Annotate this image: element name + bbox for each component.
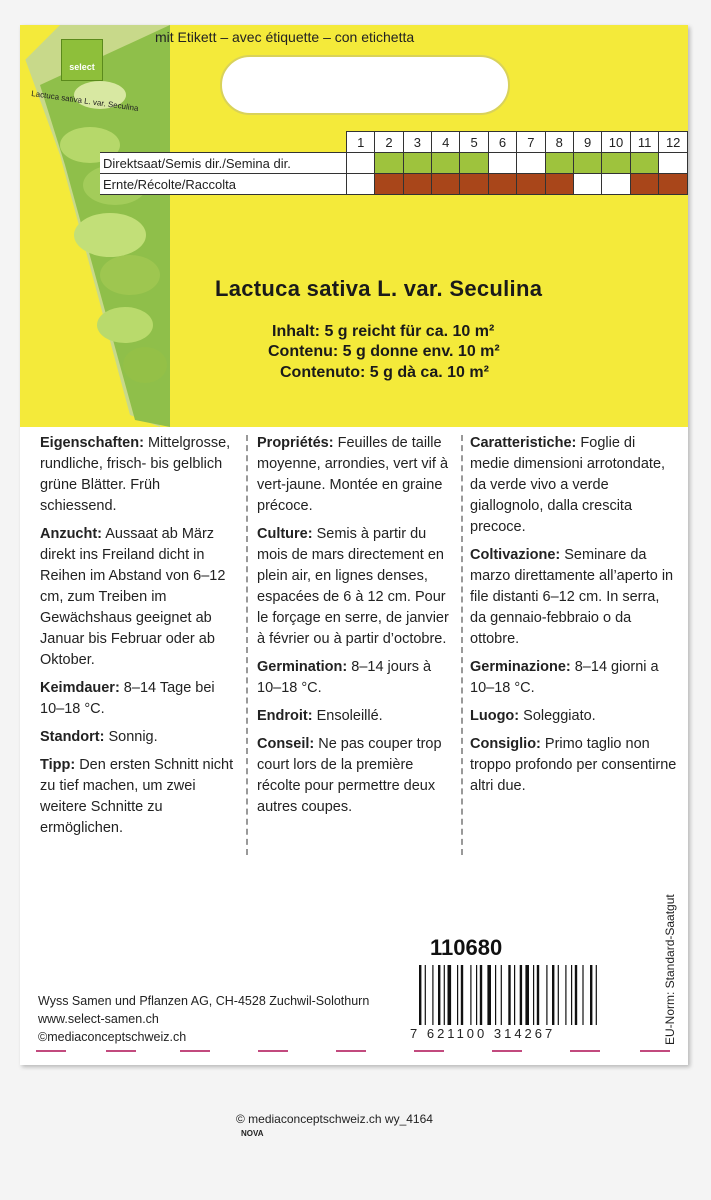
cut-mark	[106, 1050, 136, 1052]
company-info	[38, 992, 369, 1046]
nova-logo: NOVA	[241, 1129, 264, 1138]
cut-mark	[640, 1050, 670, 1052]
barcode-icon	[415, 965, 655, 1035]
paragraph-heading: Luogo:	[470, 708, 520, 724]
paragraph-it	[470, 433, 678, 538]
sow-cell-month-9	[573, 153, 601, 174]
paragraph-heading: Culture:	[257, 526, 313, 542]
column-french	[257, 433, 459, 825]
harvest-cell-month-6	[488, 174, 516, 195]
paragraph-heading: Anzucht:	[40, 526, 103, 542]
paragraph-fr	[257, 657, 459, 699]
month-12: 12	[659, 132, 688, 153]
lettuce-photo-strip	[20, 25, 180, 427]
hanging-hole	[220, 55, 510, 115]
paragraph-text: 8–14 Tage bei 10–18 °C.	[40, 680, 215, 717]
paragraph-text: Feuilles de taille moyenne, arrondies, vert vif à vert-jaune. Montée en graine précoce.	[257, 435, 449, 514]
paragraph-text: Ne pas couper trop court lors de la première récolte pour permettre deux autres coupes.	[257, 736, 442, 815]
paragraph-it	[470, 545, 678, 650]
sow-cell-month-10	[602, 153, 631, 174]
paragraph-heading: Caratteristiche:	[470, 435, 577, 451]
paragraph-fr	[257, 706, 459, 727]
paragraph-text: 8–14 jours à 10–18 °C.	[257, 659, 432, 696]
latin-name-strip: Lactuca sativa L. var. Seculina	[30, 89, 140, 113]
cut-mark	[492, 1050, 522, 1052]
paragraph-heading: Eigenschaften:	[40, 435, 144, 451]
paragraph-heading: Tipp:	[40, 757, 76, 773]
month-6: 6	[488, 132, 516, 153]
paragraph-text: Soleggiato.	[519, 708, 596, 724]
paragraph-heading: Germinazione:	[470, 659, 571, 675]
sow-cell-month-1	[347, 153, 375, 174]
copyright-line: ©mediaconceptschweiz.ch	[38, 1030, 187, 1044]
paragraph-de	[40, 433, 240, 517]
paragraph-heading: Germination:	[257, 659, 348, 675]
paragraph-heading: Standort:	[40, 729, 105, 745]
month-9: 9	[573, 132, 601, 153]
sow-cell-month-8	[545, 153, 573, 174]
paragraph-text: Mittelgrosse, rundliche, frisch- bis gelblich grüne Blätter. Früh schiessend.	[40, 435, 231, 514]
paragraph-fr	[257, 433, 459, 517]
calendar-row-sowing	[100, 153, 688, 174]
paragraph-heading: Consiglio:	[470, 736, 541, 752]
paragraph-text: Den ersten Schnitt nicht zu tief machen, um zwei weitere Schnitte zu ermöglichen.	[40, 757, 234, 836]
lettuce-photo-icon	[20, 25, 180, 427]
calendar-corner	[100, 132, 347, 153]
company-name: Wyss Samen und Pflanzen AG, CH-4528 Zuchwil-Solothurn	[38, 994, 370, 1008]
harvest-cell-month-1	[347, 174, 375, 195]
paragraph-heading: Propriétés:	[257, 435, 334, 451]
cut-mark	[180, 1050, 210, 1052]
month-5: 5	[460, 132, 488, 153]
harvest-cell-month-10	[602, 174, 631, 195]
cut-mark	[414, 1050, 444, 1052]
harvest-cell-month-12	[659, 174, 688, 195]
cut-mark	[570, 1050, 600, 1052]
sow-cell-month-5	[460, 153, 488, 174]
harvest-cell-month-4	[432, 174, 460, 195]
paragraph-it	[470, 657, 678, 699]
article-number: 110680	[430, 935, 503, 960]
paragraph-text: Ensoleillé.	[312, 708, 383, 724]
select-logo: select	[61, 39, 103, 81]
month-10: 10	[602, 132, 631, 153]
paragraph-it	[470, 706, 678, 727]
month-2: 2	[375, 132, 403, 153]
content-de: Inhalt: 5 g reicht für ca. 10 m²	[272, 323, 495, 340]
calendar-month-row	[100, 132, 688, 153]
cut-mark	[258, 1050, 288, 1052]
month-11: 11	[630, 132, 659, 153]
seed-packet-back	[20, 25, 688, 1065]
paragraph-heading: Keimdauer:	[40, 680, 120, 696]
paragraph-de	[40, 727, 240, 748]
content-fr: Contenu: 5 g donne env. 10 m²	[268, 343, 500, 360]
cut-mark	[336, 1050, 366, 1052]
paragraph-de	[40, 755, 240, 839]
paragraph-text: Sonnig.	[104, 729, 158, 745]
company-website: www.select-samen.ch	[38, 1012, 159, 1026]
sow-cell-month-12	[659, 153, 688, 174]
paragraph-de	[40, 524, 240, 671]
harvest-cell-month-5	[460, 174, 488, 195]
paragraph-heading: Conseil:	[257, 736, 315, 752]
cut-mark	[36, 1050, 66, 1052]
month-3: 3	[403, 132, 431, 153]
harvest-row-label: Ernte/Récolte/Raccolta	[100, 174, 347, 195]
paragraph-text: Primo taglio non troppo profondo per consentirne altri due.	[470, 736, 677, 794]
sow-cell-month-6	[488, 153, 516, 174]
paragraph-fr	[257, 734, 459, 818]
paragraph-text: 8–14 giorni a 10–18 °C.	[470, 659, 659, 696]
harvest-cell-month-7	[517, 174, 545, 195]
paragraph-heading: Coltivazione:	[470, 547, 561, 563]
sow-cell-month-7	[517, 153, 545, 174]
sow-cell-month-3	[403, 153, 431, 174]
harvest-cell-month-3	[403, 174, 431, 195]
paragraph-heading: Endroit:	[257, 708, 313, 724]
calendar-row-harvest	[100, 174, 688, 195]
paragraph-text: Seminare da marzo direttamente all’aperto in file distanti 6–12 cm. In serra, da gennaio-febbraio o da ottobre.	[470, 547, 674, 647]
column-italian	[470, 433, 678, 804]
paragraph-text: Semis à partir du mois de mars directement en plein air, en lignes denses, espacées de 6 à 12 cm. Pour le forçage en serre, de janvier à février ou à partir d’octobre.	[257, 526, 449, 647]
column-divider	[246, 435, 248, 855]
paragraph-fr	[257, 524, 459, 650]
sowing-harvest-calendar	[100, 131, 688, 195]
month-8: 8	[545, 132, 573, 153]
content-it: Contenuto: 5 g dà ca. 10 m²	[280, 364, 489, 381]
barcode-digits: 7 621100 314267	[410, 1026, 556, 1041]
paragraph-text: Aussaat ab März direkt ins Freiland dicht in Reihen im Abstand von 6–12 cm, zum Treiben im Gewächshaus geeignet ab Januar bis Februar oder ab Oktober.	[40, 526, 226, 668]
sowing-row-label: Direktsaat/Semis dir./Semina dir.	[100, 153, 347, 174]
label-note: mit Etikett – avec étiquette – con etichetta	[155, 29, 415, 45]
product-title: Lactuca sativa L. var. Seculina	[215, 276, 543, 301]
bottom-credit: © mediaconceptschweiz.ch wy_4164	[236, 1112, 433, 1126]
paragraph-it	[470, 734, 678, 797]
harvest-cell-month-9	[573, 174, 601, 195]
sow-cell-month-4	[432, 153, 460, 174]
month-1: 1	[347, 132, 375, 153]
sow-cell-month-2	[375, 153, 403, 174]
month-7: 7	[517, 132, 545, 153]
column-german	[40, 433, 240, 846]
sow-cell-month-11	[630, 153, 659, 174]
eu-norm-label: EU-Norm: Standard-Saatgut	[663, 894, 677, 1045]
column-divider	[461, 435, 463, 855]
harvest-cell-month-2	[375, 174, 403, 195]
paragraph-de	[40, 678, 240, 720]
month-4: 4	[432, 132, 460, 153]
yellow-header-panel	[20, 25, 688, 427]
paragraph-text: Foglie di medie dimensioni arrotondate, da verde vivo a verde giallognolo, dalla crescita precoce.	[470, 435, 666, 535]
harvest-cell-month-11	[630, 174, 659, 195]
harvest-cell-month-8	[545, 174, 573, 195]
